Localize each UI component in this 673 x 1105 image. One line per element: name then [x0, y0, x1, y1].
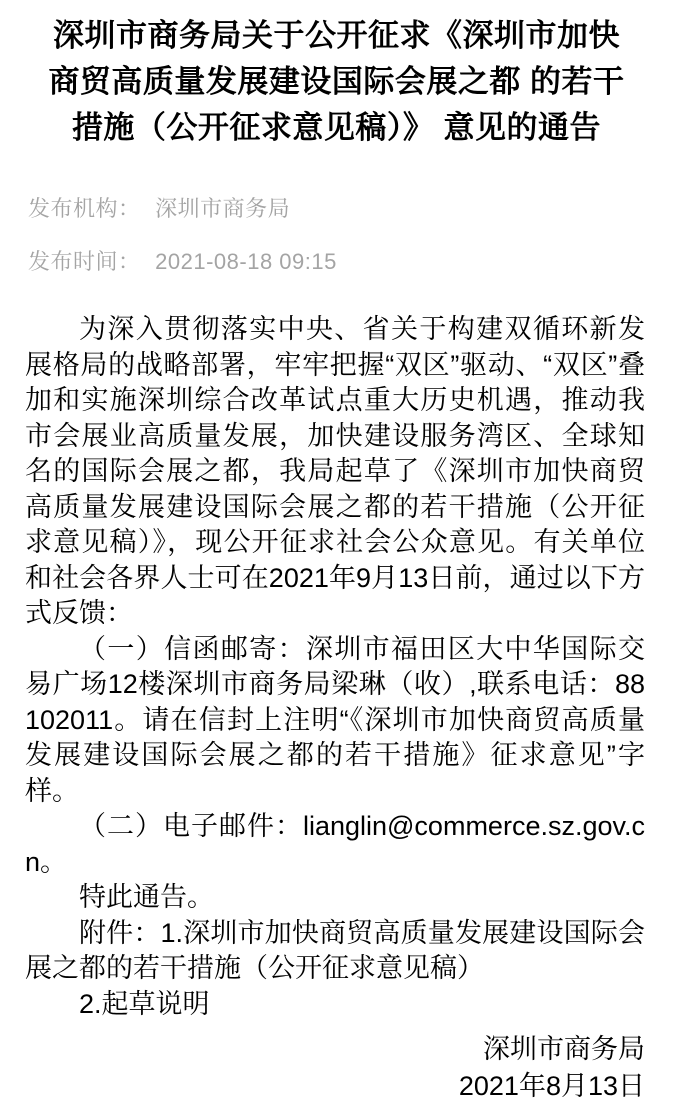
- publish-time-label: 发布时间：: [28, 249, 141, 274]
- title-line-1: 深圳市商务局关于公开征求《深圳市加快: [53, 18, 620, 53]
- title-line-3: 措施（公开征求意见稿）》 意见的通告: [71, 110, 602, 145]
- meta-section: [28, 196, 645, 275]
- publish-time-value: 2021-08-18 09:15: [155, 249, 337, 274]
- paragraph-feedback-email: （二）电子邮件：lianglin@commerce.sz.gov.cn。: [25, 811, 645, 877]
- paragraph-intro: 为深入贯彻落实中央、省关于构建双循环新发展格局的战略部署，牢牢把握“双区”驱动、“双区”叠加和实施深圳综合改革试点重大历史机遇，推动我市会展业高质量发展，加快建设服务湾区、全球知名的国际会展之都，我局起草了《深圳市加快商贸高质量发展建设国际会展之都的若干措施（公开征求意见稿）》，现公开征求社会公众意见。有关单位和社会各界人士可在2021年9月13日前，通过以下方式反馈：: [25, 314, 645, 628]
- signature-block: [25, 1031, 645, 1105]
- publish-time-row: [28, 249, 645, 275]
- publisher-row: [28, 196, 645, 222]
- notice-page: [0, 13, 673, 1101]
- paragraph-attachment-2: 2.起草说明: [79, 988, 210, 1019]
- paragraph-attachment-1: 附件：1.深圳市加快商贸高质量发展建设国际会展之都的若干措施（公开征求意见稿）: [25, 917, 645, 983]
- page-title: [18, 13, 655, 151]
- signature-date: 2021年8月13日: [458, 1071, 645, 1101]
- publisher-label: 发布机构：: [28, 196, 141, 221]
- title-line-2: 商贸高质量发展建设国际会展之都 的若干: [48, 64, 625, 99]
- notice-body: [25, 312, 645, 1022]
- paragraph-feedback-mail: （一）信函邮寄：深圳市福田区大中华国际交易广场12楼深圳市商务局梁琳（收）,联系电话：88102011。请在信封上注明“《深圳市加快商贸高质量发展建设国际会展之都的若干措施》征求意见”字样。: [25, 633, 645, 806]
- paragraph-closing: 特此通告。: [79, 882, 214, 912]
- publisher-value: 深圳市商务局: [155, 196, 291, 221]
- signature-agency: 深圳市商务局: [483, 1034, 645, 1064]
